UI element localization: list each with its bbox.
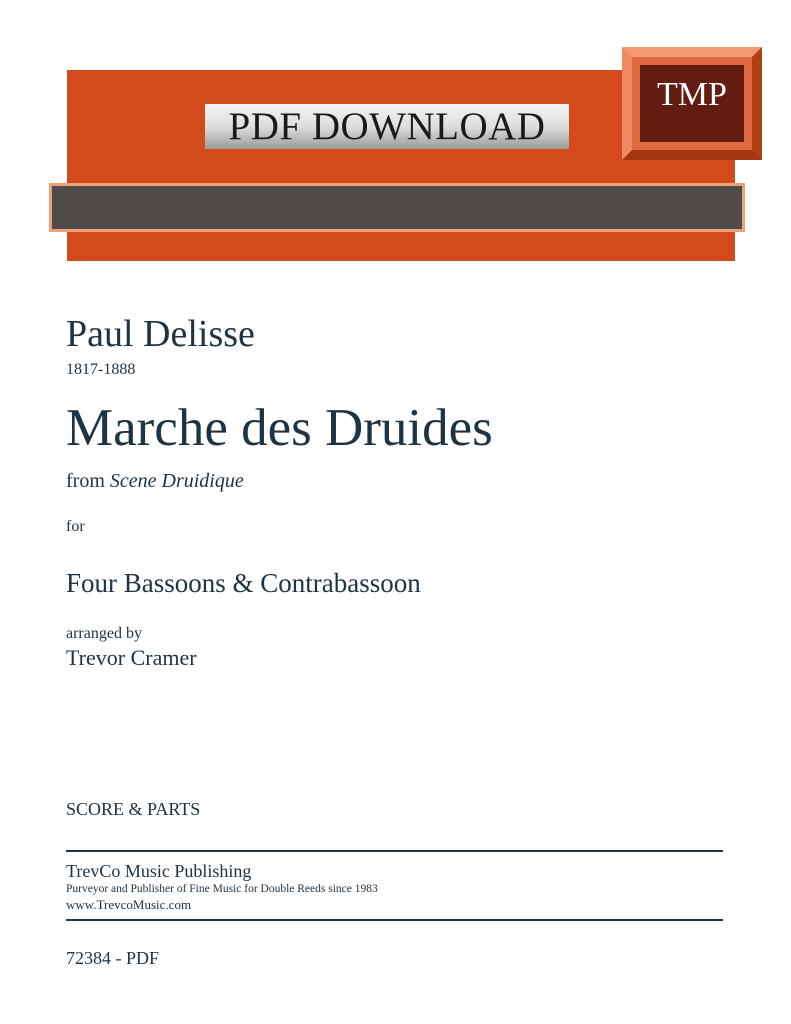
- catalog-number: 72384 - PDF: [66, 948, 160, 968]
- tmp-logo-text: TMP: [640, 65, 744, 142]
- tmp-logo: [622, 47, 762, 160]
- composer-dates: 1817-1888: [66, 361, 136, 378]
- source-line: [66, 470, 244, 493]
- divider-top: [66, 850, 723, 852]
- work-title: Marche des Druides: [66, 399, 493, 457]
- composer-name: Paul Delisse: [66, 313, 255, 355]
- source-work: Scene Druidique: [109, 470, 244, 492]
- edition-label: SCORE & PARTS: [66, 799, 201, 819]
- pdf-download-label: PDF DOWNLOAD: [205, 104, 569, 149]
- banner-stripe: [49, 183, 745, 232]
- publisher-website[interactable]: www.TrevcoMusic.com: [66, 897, 192, 912]
- arranger-name: Trevor Cramer: [66, 645, 197, 670]
- from-prefix: from: [66, 470, 105, 492]
- instrumentation: Four Bassoons & Contrabassoon: [66, 568, 421, 598]
- for-label: for: [66, 518, 85, 535]
- divider-bottom: [66, 919, 723, 921]
- publisher-name: TrevCo Music Publishing: [66, 861, 252, 881]
- publisher-tagline: Purveyor and Publisher of Fine Music for Double Reeds since 1983: [66, 883, 378, 895]
- arranged-by-label: arranged by: [66, 625, 142, 642]
